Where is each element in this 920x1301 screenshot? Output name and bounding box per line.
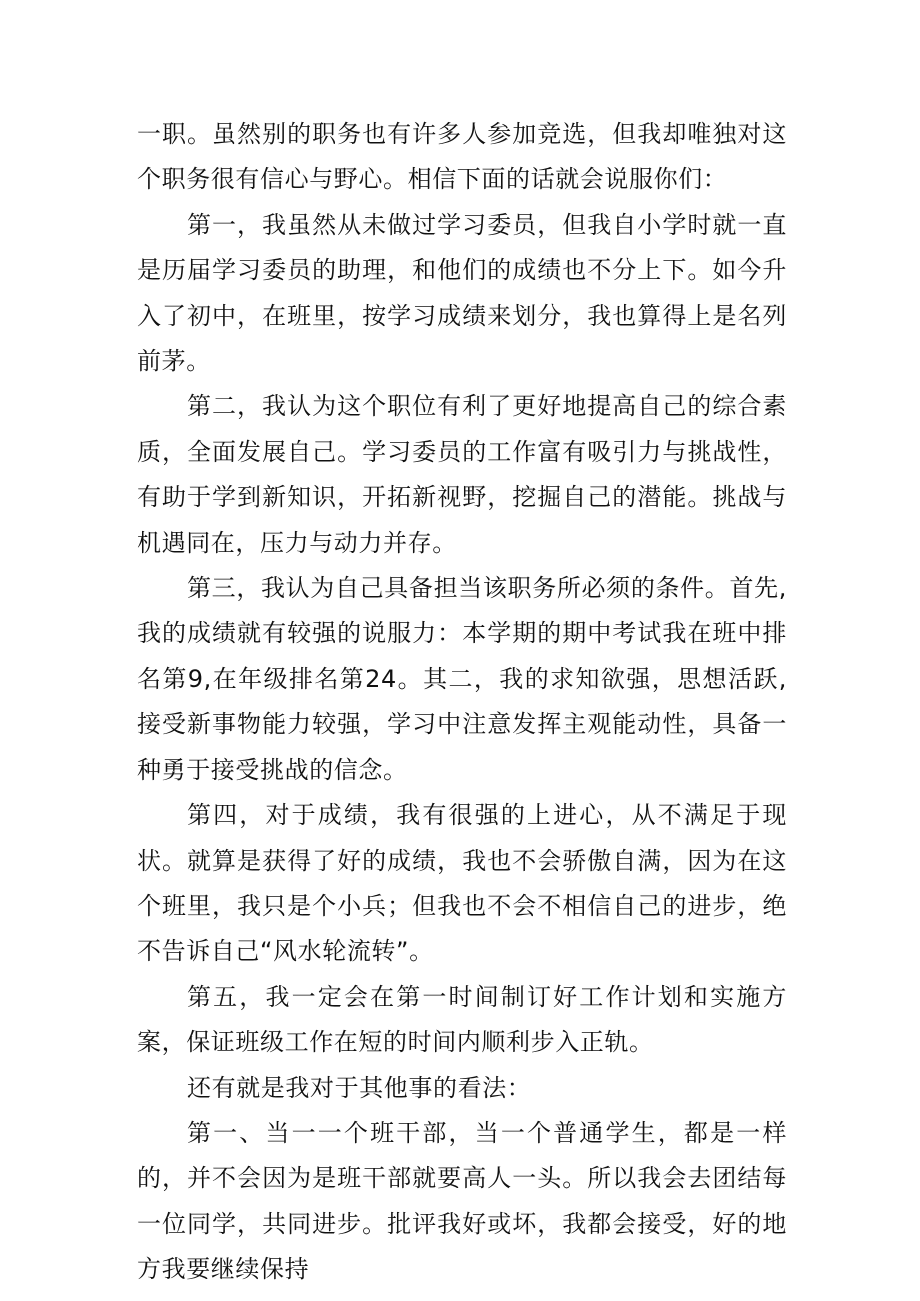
paragraph-point-three: 第三，我认为自己具备担当该职务所必须的条件。首先,我的成绩就有较强的说服力：本学期的期中考试我在班中排名第9,在年级排名第24。其二，我的求知欲强，思想活跃,接受新事物能力较强，学习中注意发挥主观能动性，具备一种勇于接受挑战的信念。 [137,574,787,784]
paragraph-point-five: 第五，我一定会在第一时间制订好工作计划和实施方案，保证班级工作在短的时间内顺利步入正轨。 [137,982,787,1057]
paragraph-view-one: 第一、当一一个班干部，当一个普通学生，都是一样的，并不会因为是班干部就要高人一头。所以我会去团结每一位同学，共同进步。批评我好或坏，我都会接受，好的地方我要继续保持 [137,1118,787,1284]
document-body [137,112,787,1293]
paragraph-point-two: 第二，我认为这个职位有利了更好地提高自己的综合素质，全面发展自己。学习委员的工作富有吸引力与挑战性，有助于学到新知识，开拓新视野，挖掘自己的潜能。挑战与机遇同在，压力与动力并存。 [137,392,787,557]
paragraph-continuation: 一职。虽然别的职务也有许多人参加竞选，但我却唯独对这个职务很有信心与野心。相信下面的话就会说服你们： [137,120,787,194]
paragraph-point-four: 第四，对于成绩，我有很强的上进心，从不满足于现状。就算是获得了好的成绩，我也不会骄傲自满，因为在这个班里，我只是个小兵；但我也不会不相信自己的进步，绝不告诉自己“风水轮流转”。 [137,801,787,966]
paragraph-other-views-intro: 还有就是我对于其他事的看法： [187,1073,532,1102]
paragraph-point-one: 第一，我虽然从未做过学习委员，但我自小学时就一直是历届学习委员的助理，和他们的成绩也不分上下。如今升入了初中，在班里，按学习成绩来划分，我也算得上是名列前茅。 [137,210,787,376]
